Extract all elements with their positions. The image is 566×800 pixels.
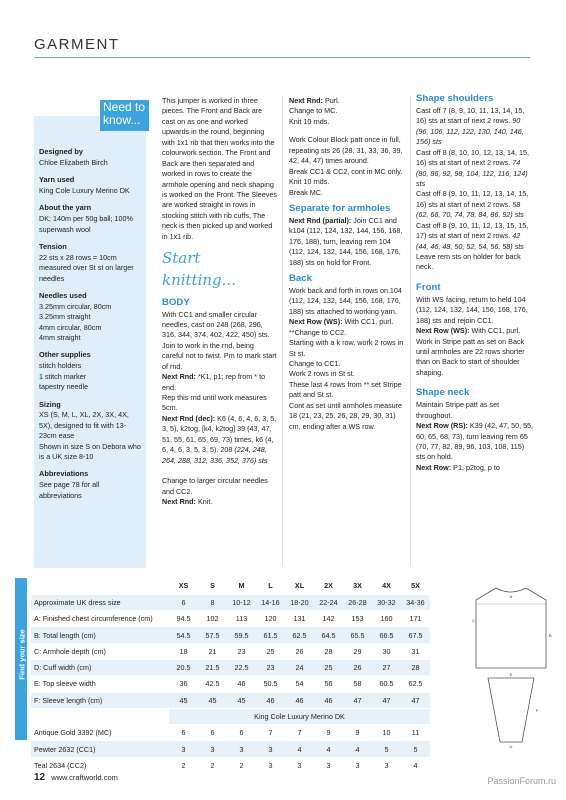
- sidebar-heading: Abbreviations: [39, 469, 89, 479]
- diagram-label-f: F: [536, 708, 539, 713]
- table-row: Teal 2634 (CC2) 2 2 2 3 3 3 3 3 4: [31, 757, 430, 773]
- next-rnd-knit: Next Rnd: Knit.: [162, 496, 213, 506]
- size-header: 3X: [343, 578, 372, 594]
- sidebar-text: King Cole Luxury Merino DK: [39, 185, 130, 195]
- front-heading: Front: [416, 281, 441, 293]
- table-header-blank: [31, 578, 169, 594]
- change-needles: Change to larger circular needles and CC2.: [162, 476, 268, 496]
- table-row: Antique Gold 3392 (MC) 6 6 6 7 7 9 9 10 11: [31, 725, 430, 741]
- sidebar-text: DK; 140m per 50g ball; 100% superwash wool: [39, 214, 133, 234]
- sidebar-heading: Needles used: [39, 291, 87, 300]
- page-number: 12: [34, 772, 46, 783]
- diagram-label-d: D: [509, 744, 513, 749]
- size-table: [31, 578, 430, 774]
- garment-diagram: [470, 582, 552, 750]
- shoulders-heading: Shape shoulders: [416, 93, 494, 104]
- next-row-ws: Next Row (WS): With CC1, purl.: [289, 317, 394, 327]
- size-header: XS: [169, 578, 198, 594]
- watermark: PassionForum.ru: [487, 776, 556, 786]
- page-footer: [34, 772, 118, 783]
- back-heading: Back: [289, 273, 312, 285]
- sidebar-text: See page 78 for all abbreviations: [39, 480, 100, 500]
- table-row: C: Armhole depth (cm) 18 21 23 25 26 28 29 30 31: [31, 643, 430, 659]
- next-rnd-1: Next Rnd: *K1, p1; rep from * to end.: [162, 372, 266, 392]
- next-rnd-dec: Next Rnd (dec): K6 (4, 6, 4, 6, 3, 5, 3, 5), k2tog, [k4, k2tog] 39 (43, 47, 51, 55, 61, 65, 69, 73) times, k6 (4, 6, 4, 6, 3, 5, 3, 5). 208 (224, 248, 264, 288, 312, 336, 352, 376) sts: [162, 413, 277, 465]
- size-header: S: [198, 578, 227, 594]
- sidebar-text: 3.25mm circular, 80cm 3.25mm straight 4mm circular, 80cm 4mm straight: [39, 301, 112, 343]
- sidebar-text: XS (S, M, L, XL, 2X, 3X, 4X, 5X), designed to fit with 13-23cm ease Shown in size S on Debora who is a UK size 8-10: [39, 410, 141, 462]
- table-row: E: Top sleeve width 36 42.5 46 50.5 54 56 58 60.5 62.5: [31, 676, 430, 692]
- sidebar-heading: Other supplies: [39, 350, 91, 360]
- yarn-heading-row: King Cole Luxury Merino DK: [31, 708, 430, 724]
- size-header: M: [227, 578, 256, 594]
- sidebar-heading: Sizing: [39, 399, 61, 409]
- find-your-size-tab: Find your size: [15, 578, 27, 740]
- sidebar-text: stitch holders 1 stitch marker tapestry needle: [39, 361, 89, 392]
- size-header: L: [256, 578, 285, 594]
- footer-site: www.craftworld.com: [51, 773, 118, 782]
- sidebar-heading: Designed by: [39, 147, 83, 156]
- sidebar-text: 22 sts x 28 rows = 10cm measured over St st on larger needles: [39, 252, 134, 283]
- body-heading: BODY: [162, 296, 190, 308]
- size-header: XL: [285, 578, 314, 594]
- table-row: A: Finished chest circumference (cm) 94.5 102 113 120 131 142 153 160 171: [31, 611, 430, 627]
- table-row: Approximate UK dress size 6 8 10-12 14-16 18-20 22-24 26-28 30-32 34-36: [31, 594, 430, 610]
- column-divider: [282, 96, 283, 566]
- column-2: [289, 96, 407, 432]
- sidebar-heading: Yarn used: [39, 175, 75, 185]
- colour-block: Work Colour Block patt once in full, repeating sts 26 (28, 31, 33, 36, 39, 42, 44, 47) times around. Break CC1 & CC2, cont in MC only. Knit 10 rnds. Break MC.: [289, 135, 403, 197]
- diagram-label-b: B: [549, 633, 552, 638]
- back-para-2: **Change to CC2. Starting with a k row, work 2 rows in St st. Change to CC1. Work 2 rows in St st. These last 4 rows from ** set Stripe patt and St st. Cont as set until armholes measure 18 (21, 23, 25, 26, 28, 29, 30, 31) cm, ending after a WS row.: [289, 327, 404, 431]
- column-1: [162, 96, 277, 507]
- change-mc: Change to MC. Knit 10 rnds.: [289, 106, 338, 126]
- size-header: 4X: [372, 578, 401, 594]
- diagram-label-c: C: [472, 618, 475, 623]
- next-rnd-partial: Next Rnd (partial): Join CC1 and k104 (112, 124, 132, 144, 156, 168, 176, 188), turn, leaving rem 104 (112, 124, 132, 144, 156, 168, 176, 188) sts on hold for Front.: [289, 215, 403, 267]
- start-knitting-heading: Start knitting...: [162, 249, 236, 289]
- column-3: Shape shoulders Cast off 7 (8, 9, 10, 11, 13, 14, 15, 16) sts at start of next 2 rows. 90 (96, 106, 112, 122, 130, 140, 146, 156) sts Cast off 8 (8, 10, 10, 12, 13, 14, 15, 16) sts at start of next 2 rows. 74 (80, 86, 92, 98, 104, 112, 116, 124) sts Cast off 8 (9, 10, 11, 12, 13, 14, 15, 16) sts at start of next 2 rows. 58 (62, 66, 70, 74, 78, 84, 86, 92) sts Cast off 8 (9, 10, 11, 12, 13, 15, 15, 17) sts at start of next 2 rows. 42 (44, 46, 48, 50, 52, 54, 56, 58) sts Leave rem sts on holder for back neck. Front With WS facing, return to held 104 (112, 124, 132, 144, 156, 168, 176, 188) sts and rejoin CC1. Next Row (WS): With CC1, purl. Work in Stripe patt as set on Back until armholes are 22 rows shorter than on Back to start of shoulder shaping. Shape neck Maintain Stripe patt as set throughout. Next Row (RS): K39 (42, 47, 50, 55, 60, 65, 68, 73), turn leaving rem 65 (70, 77, 82, 89, 96, 103, 108, 115) sts on hold. Next Row: P1, p2tog, p to: [416, 93, 534, 472]
- table-row: F: Sleeve length (cm) 45 45 45 46 46 46 47 47 47: [31, 692, 430, 708]
- neck-heading: Shape neck: [416, 387, 470, 399]
- header-rule: [34, 57, 530, 58]
- intro-text: This jumper is worked in three pieces. The Front and Back are cast on as one and worked upwards in the round, beginning with 1x1 rib that then works into the colourwork section. The Front and Back are then separated and worked in rows to create the armhole opening and neck shaping is worked on the Front. The Sleeves are worked straight in rows in stocking stitch with rib cuffs, The neck is then picked up and worked in 1x1 rib.: [162, 96, 277, 241]
- table-row: B: Total length (cm) 54.5 57.5 59.5 61.5 62.5 64.5 65.5 66.5 67.5: [31, 627, 430, 643]
- sidebar-heading: Tension: [39, 241, 67, 251]
- need-to-know-sidebar: [34, 116, 146, 568]
- rep-text: Rep this rnd until work measures 5cm.: [162, 393, 267, 413]
- section-header: GARMENT: [34, 36, 120, 53]
- table-row: Pewter 2632 (CC1) 3 3 3 3 4 4 4 5 5: [31, 741, 430, 757]
- size-header: 2X: [314, 578, 343, 594]
- back-para: Work back and forth in rows on 104 (112, 124, 132, 144, 156, 168, 176, 188) sts attached to working yarn.: [289, 285, 402, 316]
- need-to-know-tab: Need to know...: [100, 100, 149, 131]
- separate-heading: Separate for armholes: [289, 202, 391, 214]
- diagram-label-e: E: [509, 672, 513, 677]
- diagram-label-a: A: [509, 594, 513, 599]
- next-rnd-purl: Next Rnd: Purl.: [289, 96, 340, 105]
- column-divider: [410, 96, 411, 566]
- sidebar-text: Chloe Elizabeth Birch: [39, 157, 108, 167]
- body-para: With CC1 and smaller circular needles, cast on 248 (268, 296, 316, 344, 374, 402, 422, 450) sts. Join to work in the rnd, being careful not to twist. Pm to mark start of rnd.: [162, 309, 277, 371]
- size-header: 5X: [401, 578, 430, 594]
- table-row: D: Cuff width (cm) 20.5 21.5 22.5 23 24 25 26 27 28: [31, 659, 430, 675]
- sidebar-heading: About the yarn: [39, 203, 92, 213]
